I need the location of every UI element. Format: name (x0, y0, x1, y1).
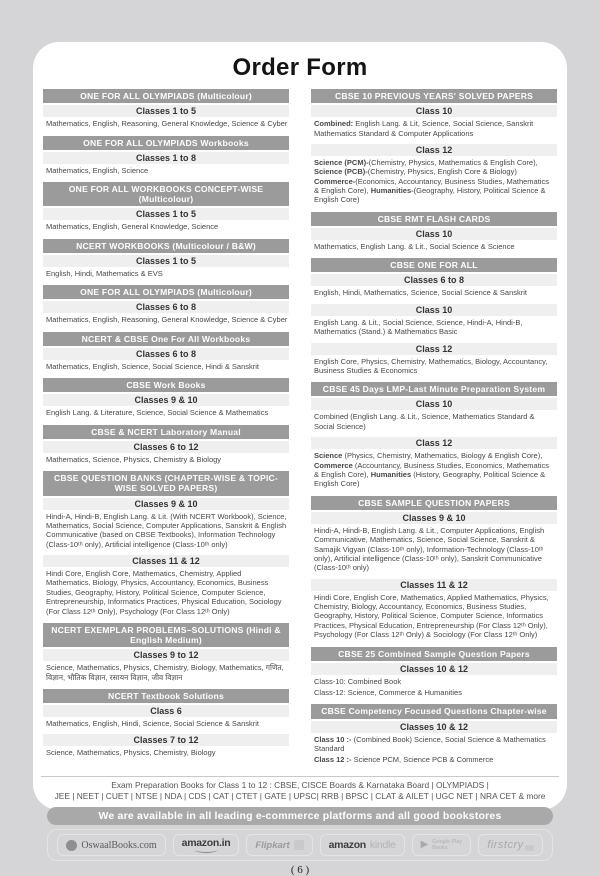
subject-text: (Accountancy, Business Studies, Economics, Mathematics & English Core), (314, 460, 549, 479)
logo-firstcry (478, 834, 542, 856)
subject-text: Hindi Core, English Core, Mathematics, Chemistry, Applied Mathematics, Biology, Physics, Accountancy, Economics, Business Studies, Geography, History, Political Science, Computer Science, Entrepreneurship, Informatics Practices, Physical Education, Sociology (For Class 12ᵗʰ Only), Psychology (For Class 12ᵗʰ Only) (46, 569, 282, 616)
footer (41, 776, 559, 876)
section-title-bar: ONE FOR ALL OLYMPIADS Workbooks (43, 136, 289, 150)
subject-list (311, 449, 557, 493)
class-label-bar: Classes 1 to 5 (43, 255, 289, 267)
subject-paragraph (46, 512, 288, 550)
amazon-word: amazon (181, 836, 219, 849)
logo-oswaal-label: OswaalBooks.com (81, 839, 157, 851)
class-label-bar: Class 12 (311, 437, 557, 449)
catalog-section (311, 212, 557, 256)
subject-paragraph (314, 526, 556, 573)
amazon-tld: .in (218, 836, 231, 849)
page-number: ( 6 ) (290, 864, 310, 876)
subject-list (43, 117, 289, 132)
subject-text: Class 10 :- (314, 734, 352, 744)
class-label-bar: Classes 10 & 12 (311, 721, 557, 733)
subject-text: Hindi-A, Hindi-B, English Lang. & Lit., Computer Applications, English Communicative, Mathematics, Science, Social Science, Sanskrit & Samajik Vigyan (Class-10ᵗʰ only), Information-Technology (Class-10ᵗʰ only), Artificial intelligence (Class-10ᵗʰ only), Sanskrit Communicative (Class-10ᵗʰ only) (314, 525, 545, 573)
subject-text: Science, Mathematics, Physics, Chemistry, Biology, Mathematics, गणित, विज्ञान, भौतिक विज्ञान, रसायन विज्ञान, जीव विज्ञान (46, 663, 284, 682)
kindle-amazon-word: amazon (328, 839, 366, 852)
subject-text: Mathematics, English, General Knowledge, Science (46, 222, 219, 232)
subject-text: (Geography, History, Political Science & English Core) (314, 186, 546, 205)
section-title-bar: CBSE RMT FLASH CARDS (311, 212, 557, 226)
subject-text: English, Hindi, Mathematics & EVS (46, 268, 163, 278)
catalog-section (43, 378, 289, 422)
right-column (311, 89, 557, 772)
subject-text: (History, Geography, Political Science & English Core) (314, 469, 546, 489)
flipkart-label: Flipkart (255, 839, 290, 851)
subject-text: Mathematics, English, Reasoning, General Knowledge, Science & Cyber (46, 315, 288, 325)
subject-paragraph (46, 719, 288, 728)
section-title-bar: CBSE 45 Days LMP-Last Minute Preparation System (311, 382, 557, 396)
class-label-bar: Classes 1 to 5 (43, 105, 289, 117)
subject-paragraph (314, 158, 556, 205)
class-label-bar: Classes 1 to 5 (43, 208, 289, 220)
left-column (43, 89, 289, 772)
catalog-section (311, 496, 557, 644)
subject-paragraph (46, 119, 288, 128)
section-title-bar: ONE FOR ALL OLYMPIADS (Multicolour) (43, 285, 289, 299)
class-label-bar: Classes 11 & 12 (311, 579, 557, 591)
logo-amazon-in (173, 834, 240, 856)
class-label-bar: Classes 9 & 10 (43, 394, 289, 406)
section-title-bar: NCERT & CBSE One For All Workbooks (43, 332, 289, 346)
subject-text: Mathematics, Science, Physics, Chemistry & Biology (46, 454, 222, 464)
section-title-bar: CBSE ONE FOR ALL (311, 258, 557, 272)
subject-text: Commerce- (314, 176, 356, 186)
catalog-section (43, 332, 289, 376)
exam-prep-line1: Exam Preparation Books for Class 1 to 12 : CBSE, CISCE Boards & Karnataka Board | OLYMPIADS | (111, 779, 489, 790)
subject-text: Humanities (370, 469, 412, 479)
subject-list (311, 156, 557, 209)
subject-list (311, 355, 557, 380)
section-title-bar: NCERT Textbook Solutions (43, 689, 289, 703)
order-form-card (33, 42, 567, 876)
section-title-bar: NCERT EXEMPLAR PROBLEMS–SOLUTIONS (Hindi & English Medium) (43, 623, 289, 647)
catalog-section (311, 89, 557, 209)
subject-list (43, 220, 289, 235)
exam-prep-line2: JEE | NEET | CUET | NTSE | NDA | CDS | CAT | CTET | GATE | UPSC| RRB | BPSC | CLAT & AILET | UGC NET | NRA CET & more (54, 791, 546, 802)
subject-list (43, 661, 289, 686)
section-title-bar: CBSE 10 PREVIOUS YEARS' SOLVED PAPERS (311, 89, 557, 103)
class-label-bar: Class 10 (311, 105, 557, 117)
subject-paragraph (46, 269, 288, 278)
catalog-section (43, 182, 289, 236)
subject-text: Combined (English Lang. & Lit., Science, Mathematics Standard & Social Science) (314, 412, 535, 431)
subject-list (43, 313, 289, 328)
subject-text: Mathematics, English, Science (46, 165, 149, 175)
catalog-section (43, 425, 289, 469)
amazon-smile-icon (195, 847, 217, 853)
catalog-section (43, 136, 289, 180)
subject-paragraph (314, 318, 556, 337)
subject-text: (Physics, Chemistry, Mathematics, Biology & English Core), (342, 451, 543, 461)
catalog-section (43, 239, 289, 283)
subject-text: (Combined Book) Science, Social Science & Mathematics Standard (314, 734, 546, 753)
subject-text: English Lang. & Literature, Science, Social Science & Mathematics (46, 408, 269, 418)
subject-paragraph (46, 408, 288, 417)
class-label-bar: Class 12 (311, 343, 557, 355)
logo-oswaal-books (57, 834, 165, 856)
class-label-bar: Classes 6 to 8 (43, 301, 289, 313)
subject-list (43, 360, 289, 375)
catalog-section (43, 623, 289, 686)
subject-text: Hindi-A, Hindi-B, English Lang. & Lit. (With NCERT Workbook), Science, Mathematics, Social Science, Computer Applications, Sanskrit & English Communicative (based on CBSE Textbooks), Information Technology (Class-10ᵗʰ only), Artificial intelligence (Class-10ᵗʰ only) (46, 511, 287, 549)
subject-list (43, 267, 289, 282)
subject-paragraph (314, 288, 556, 297)
subject-text: English, Hindi, Mathematics, Science, Social Science & Sanskrit (314, 288, 528, 298)
subject-list (311, 675, 557, 702)
subject-text: (Economics, Accountancy, Business Studies, Mathematics & English Core), (314, 176, 549, 196)
catalog-section (43, 471, 289, 620)
catalog-section (311, 258, 557, 379)
subject-text: Hindi Core, English Core, Mathematics, Applied Mathematics, Physics, Chemistry, Biology, Accountancy, Economics, Business Studies, Geography, History, Political Science, Computer Science, Informatics Practices, Physical Education, Entrepreneurship (For Class 12ᵗʰ Only), Psychology (For Class 12ᵗʰ Only) & Sociology (For Class 12ᵗʰ Only) (314, 592, 549, 640)
catalog-section (43, 689, 289, 762)
catalog-section (311, 647, 557, 702)
subject-text: (Chemistry, Physics, Mathematics & English Core), (368, 157, 538, 167)
catalog-columns (41, 89, 559, 772)
subject-paragraph (46, 455, 288, 464)
subject-paragraph (46, 315, 288, 324)
class-label-bar: Classes 11 & 12 (43, 555, 289, 567)
oswaal-circle-icon (66, 840, 77, 851)
subject-list (311, 117, 557, 142)
subject-paragraph (314, 412, 556, 431)
subject-list (43, 746, 289, 761)
subject-text: Class-10: Combined Book (314, 676, 402, 686)
subject-paragraph (46, 222, 288, 231)
subject-text: Humanities- (370, 186, 414, 196)
subject-list (311, 733, 557, 769)
subject-paragraph (314, 593, 556, 640)
subject-list (43, 510, 289, 554)
subject-text: Class-12: Science, Commerce & Humanities (314, 688, 462, 698)
subject-text: Science, Mathematics, Physics, Chemistry, Biology (46, 748, 216, 758)
catalog-section (43, 89, 289, 133)
subject-paragraph (314, 735, 556, 754)
kindle-word: kindle (369, 839, 396, 852)
class-label-bar: Class 10 (311, 304, 557, 316)
subject-paragraph (314, 677, 556, 686)
section-title-bar: CBSE Competency Focused Questions Chapter-wise (311, 704, 557, 718)
page-title: Order Form (232, 54, 368, 81)
subject-list (43, 164, 289, 179)
section-title-bar: ONE FOR ALL WORKBOOKS CONCEPT-WISE (Multicolour) (43, 182, 289, 206)
subject-list (311, 591, 557, 644)
subject-paragraph (46, 748, 288, 757)
subject-paragraph (46, 166, 288, 175)
catalog-section (43, 285, 289, 329)
subject-text: Mathematics, English, Reasoning, General Knowledge, Science & Cyber (46, 119, 288, 129)
class-label-bar: Class 10 (311, 228, 557, 240)
section-title-bar: CBSE SAMPLE QUESTION PAPERS (311, 496, 557, 510)
class-label-bar: Classes 1 to 8 (43, 152, 289, 164)
flipkart-cart-icon (294, 840, 304, 850)
subject-paragraph (314, 755, 556, 764)
subject-text: Commerce (314, 460, 353, 470)
firstcry-label: firstcry (487, 839, 524, 852)
class-label-bar: Class 6 (43, 705, 289, 717)
section-title-bar: NCERT WORKBOOKS (Multicolour / B&W) (43, 239, 289, 253)
class-label-bar: Classes 6 to 8 (43, 348, 289, 360)
subject-list (311, 240, 557, 255)
class-label-bar: Class 10 (311, 398, 557, 410)
class-label-bar: Classes 9 to 12 (43, 649, 289, 661)
subject-list (311, 410, 557, 435)
logo-flipkart (246, 834, 312, 856)
subject-list (43, 406, 289, 421)
subject-list (43, 567, 289, 620)
logo-row (47, 829, 553, 861)
subject-paragraph (314, 357, 556, 376)
availability-banner: We are available in all leading e-commerce platforms and all good bookstores (47, 807, 553, 825)
google-play-text (432, 839, 462, 852)
logo-amazon-kindle (320, 834, 405, 856)
catalog-section (311, 704, 557, 768)
subject-text: English Lang. & Lit, Science, Social Science, Sanskrit Mathematics Standard & Computer Applications (314, 119, 534, 138)
class-label-bar: Classes 10 & 12 (311, 663, 557, 675)
subject-text: Mathematics, English Lang. & Lit., Social Science & Science (314, 241, 515, 251)
class-label-bar: Classes 6 to 12 (43, 441, 289, 453)
class-label-bar: Classes 9 & 10 (43, 498, 289, 510)
catalog-section (311, 382, 557, 492)
subject-paragraph (46, 663, 288, 682)
subject-list (311, 286, 557, 301)
google-play-triangle-icon: ▶ (420, 839, 429, 851)
class-label-bar: Classes 7 to 12 (43, 734, 289, 746)
subject-paragraph (314, 451, 556, 489)
subject-text: Mathematics, English, Hindi, Science, Social Science & Sanskrit (46, 719, 260, 729)
subject-text: Mathematics, English, Science, Social Science, Hindi & Sanskrit (46, 361, 260, 371)
subject-text: English Lang. & Lit., Social Science, Science, Hindi-A, Hindi-B, Mathematics (Stand.) & Mathematics Basic (314, 317, 523, 337)
subject-text: Science (PCM)- (314, 157, 369, 167)
subject-paragraph (314, 242, 556, 251)
subject-list (43, 453, 289, 468)
subject-paragraph (314, 688, 556, 697)
class-label-bar: Class 12 (311, 144, 557, 156)
section-title-bar: CBSE & NCERT Laboratory Manual (43, 425, 289, 439)
section-title-bar: CBSE Work Books (43, 378, 289, 392)
class-label-bar: Classes 6 to 8 (311, 274, 557, 286)
logo-google-play-books (412, 834, 472, 856)
subject-text: Science (314, 451, 343, 461)
section-title-bar: ONE FOR ALL OLYMPIADS (Multicolour) (43, 89, 289, 103)
section-title-bar: CBSE 25 Combined Sample Question Papers (311, 647, 557, 661)
subject-list (311, 524, 557, 577)
subject-paragraph (46, 569, 288, 616)
subject-text: Combined: (314, 119, 354, 129)
subject-text: Science (PCB)- (314, 167, 368, 177)
google-play-line1: Google Play (432, 839, 463, 846)
subject-list (311, 316, 557, 341)
subject-list (43, 717, 289, 732)
subject-paragraph (46, 362, 288, 371)
subject-text: Science PCM, Science PCB & Commerce (351, 755, 494, 765)
subject-text: Class 12 :- (314, 755, 352, 765)
subject-paragraph (314, 119, 556, 138)
subject-text: (Chemistry, Physics, English Core & Biology) (367, 167, 517, 177)
amazon-in-wrap (182, 838, 231, 854)
class-label-bar: Classes 9 & 10 (311, 512, 557, 524)
subject-text: English Core, Physics, Chemistry, Mathematics, Biology, Accountancy, Business Studies & Economics (314, 356, 548, 375)
firstcry-badge-icon (525, 845, 534, 851)
section-title-bar: CBSE QUESTION BANKS (CHAPTER-WISE & TOPIC-WISE SOLVED PAPERS) (43, 471, 289, 495)
google-play-line2: Books (432, 845, 448, 852)
